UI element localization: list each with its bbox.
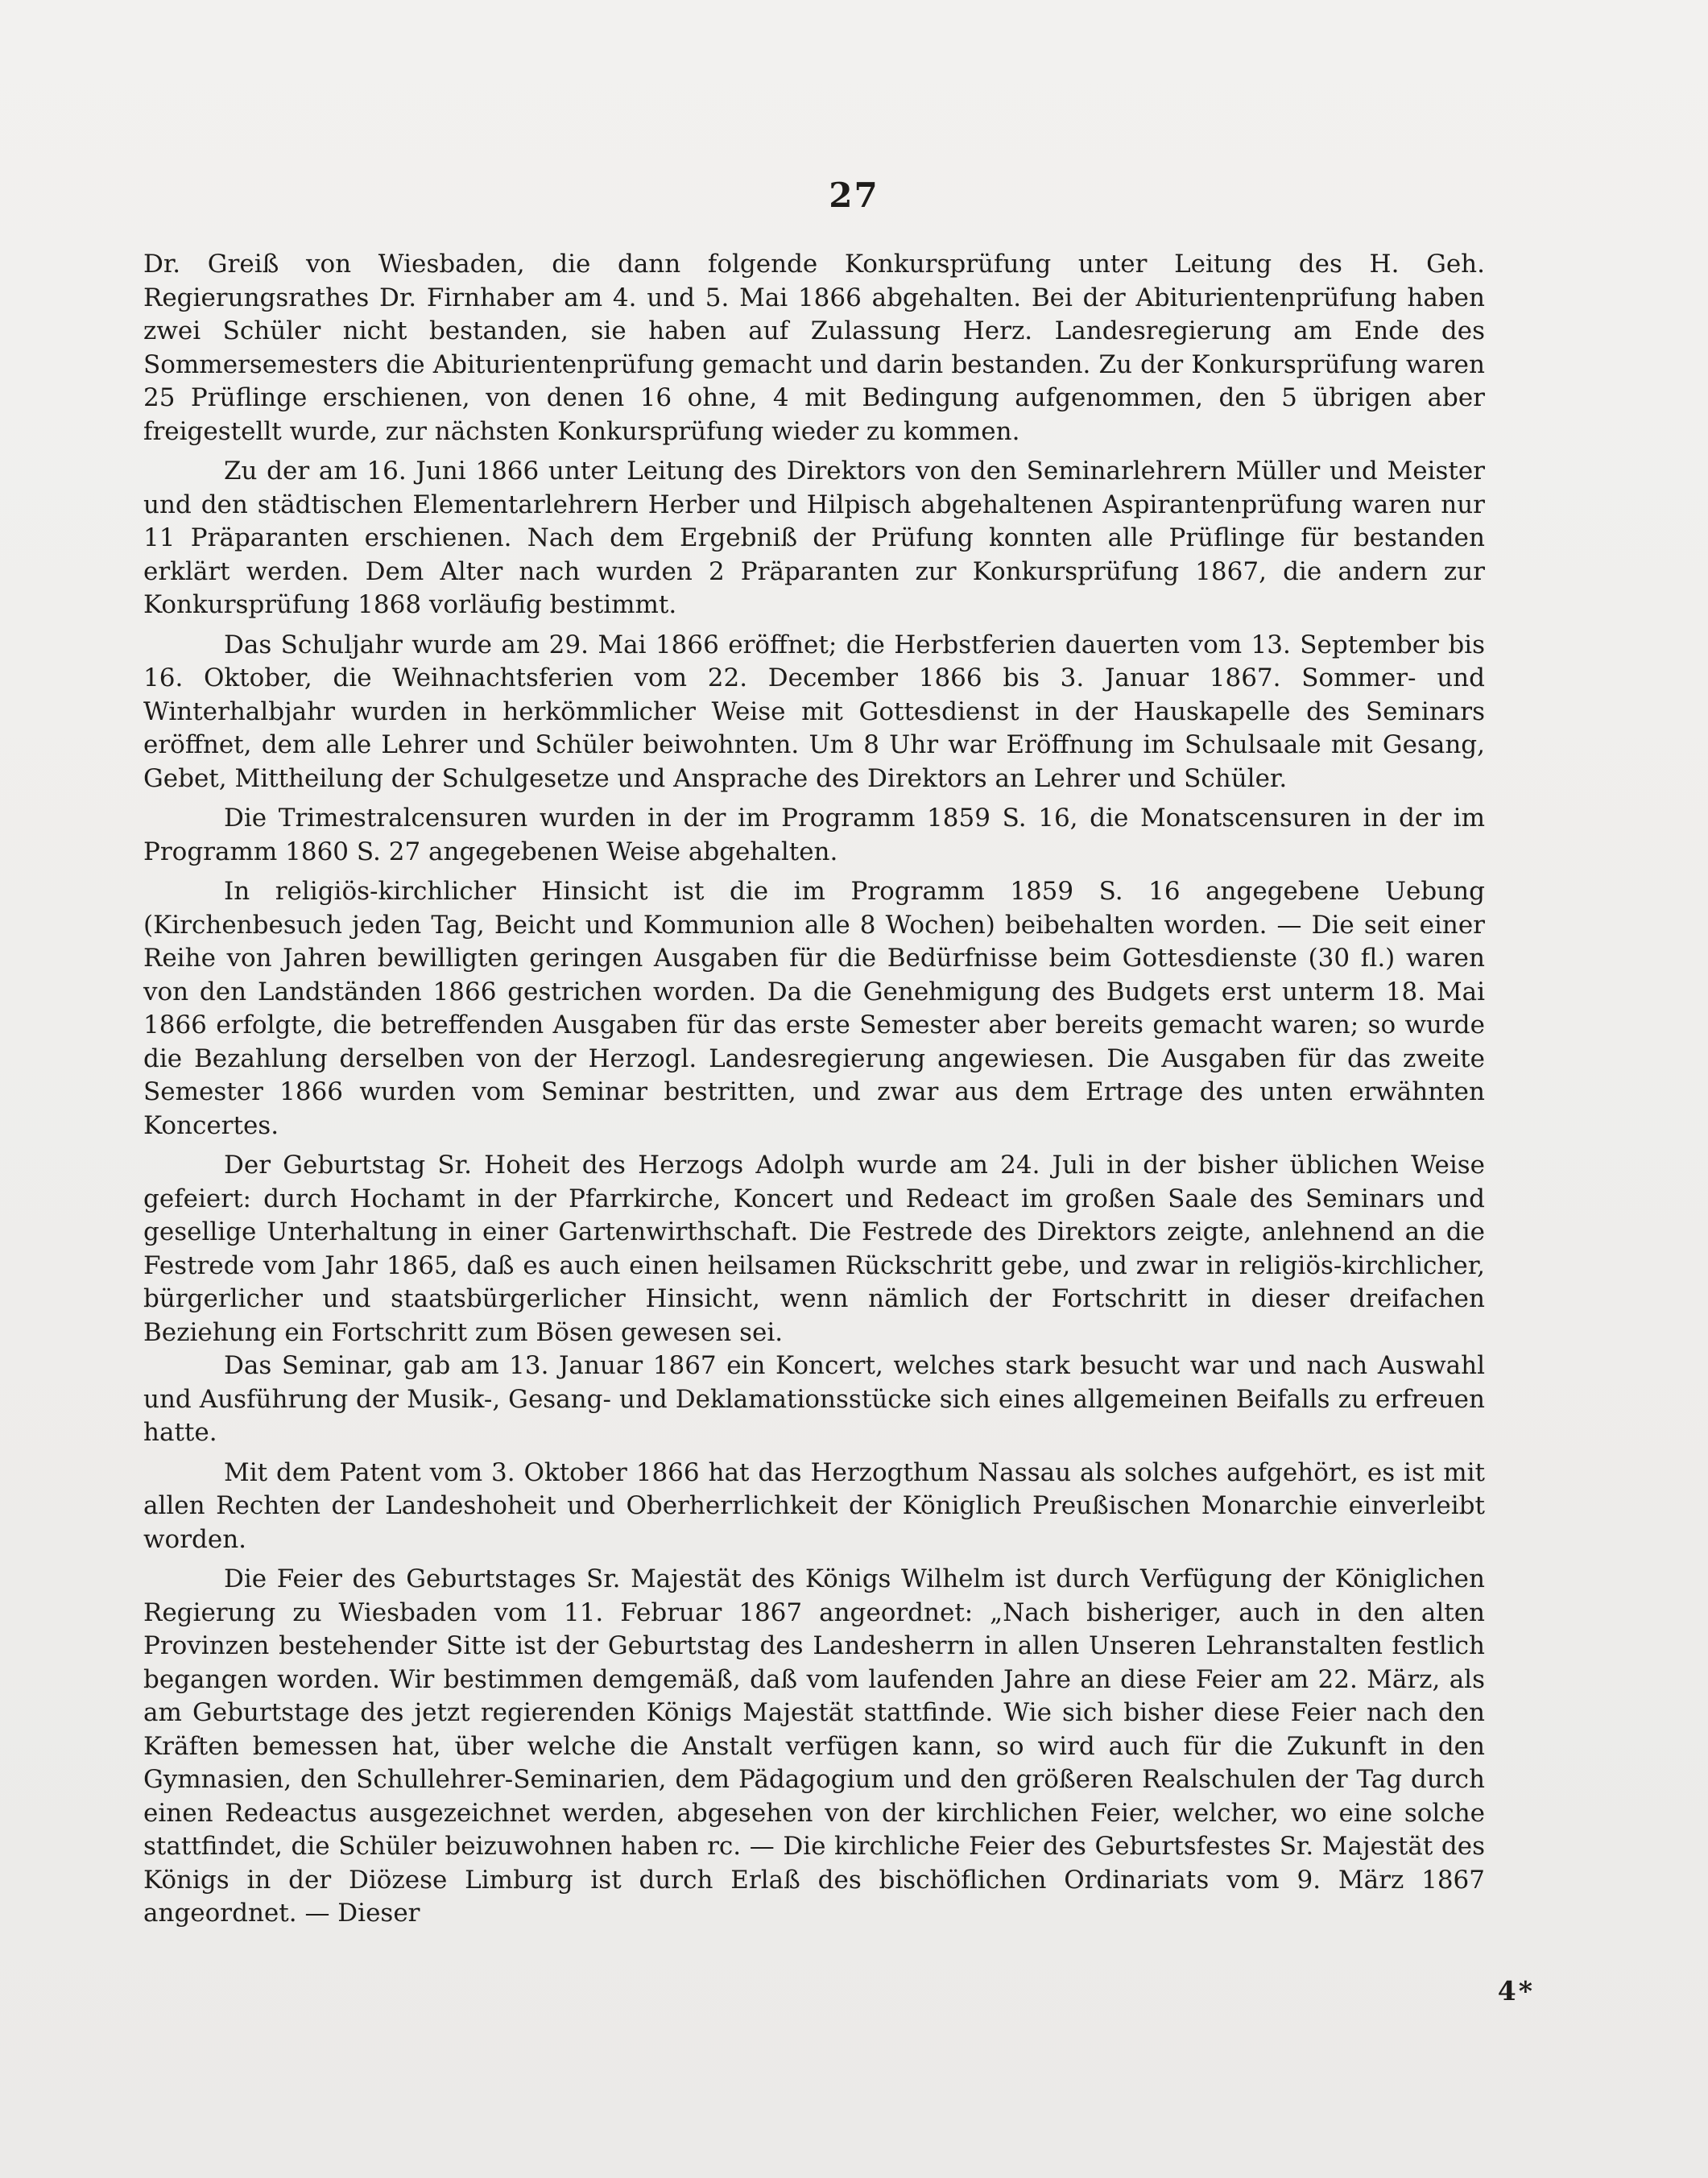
body-text <box>143 248 1485 1931</box>
page-number: 27 <box>829 176 879 215</box>
signature-mark: 4* <box>1497 1975 1535 2006</box>
paragraph-geburtstag-herzog: Der Geburtstag Sr. Hoheit des Herzogs Adolph wurde am 24. Juli in der bisher üblichen Weise gefeiert: durch Hochamt in der Pfarrkirche, Koncert und Redeact im großen Saale des Seminars und gesellige Unterhaltung in einer Gartenwirthschaft. Die Festrede des Direktors zeigte, anlehnend an die Festrede vom Jahr 1865, daß es auch einen heilsamen Rückschritt gebe, und zwar in religiös-kirchlicher, bürgerlicher und staatsbürgerlicher Hinsicht, wenn nämlich der Fortschritt in dieser dreifachen Beziehung ein Fortschritt zum Bösen gewesen sei. <box>143 1151 1485 1347</box>
paragraph-schuljahr: Das Schuljahr wurde am 29. Mai 1866 eröffnet; die Herbstferien dauerten vom 13. September bis 16. Oktober, die Weihnachtsferien vom 22. December 1866 bis 3. Januar 1867. Sommer- und Winterhalbjahr wurden in herkömmlicher Weise mit Gottesdienst in der Hauskapelle des Seminars eröffnet, dem alle Lehrer und Schüler beiwohnten. Um 8 Uhr war Eröffnung im Schulsaale mit Gesang, Gebet, Mittheilung der Schulgesetze und Ansprache des Direktors an Lehrer und Schüler. <box>143 630 1485 793</box>
paragraph-religioes-kirchlich: In religiös-kirchlicher Hinsicht ist die im Programm 1859 S. 16 angegebene Uebung (Kirchenbesuch jeden Tag, Beicht und Kommunion alle 8 Wochen) beibehalten worden. — Die seit einer Reihe von Jahren bewilligten geringen Ausgaben für die Bedürfnisse beim Gottesdienste (30 fl.) waren von den Landständen 1866 gestrichen worden. Da die Genehmigung des Budgets erst unterm 18. Mai 1866 erfolgte, die betreffenden Ausgaben für das erste Semester aber bereits gemacht waren; so wurde die Bezahlung derselben von der Herzogl. Landesregierung angewiesen. Die Ausgaben für das zweite Semester 1866 wurden vom Seminar bestritten, und zwar aus dem Ertrage des unten erwähnten Koncertes. <box>143 877 1485 1140</box>
paragraph-aspirantenpruefung: Zu der am 16. Juni 1866 unter Leitung des Direktors von den Seminarlehrern Müller und Meister und den städtischen Elementarlehrern Herber und Hilpisch abgehaltenen Aspirantenprüfung waren nur 11 Präparanten erschienen. Nach dem Ergebniß der Prüfung konnten alle Prüflinge für bestanden erklärt werden. Dem Alter nach wurden 2 Präparanten zur Konkursprüfung 1867, die andern zur Konkursprüfung 1868 vorläufig bestimmt. <box>143 457 1485 619</box>
paragraph-koenigs-geburtstag: Die Feier des Geburtstages Sr. Majestät des Königs Wilhelm ist durch Verfügung der Königlichen Regierung zu Wiesbaden vom 11. Februar 1867 angeordnet: „Nach bisheriger, auch in den alten Provinzen bestehender Sitte ist der Geburtstag des Landesherrn in allen Unseren Lehranstalten festlich begangen worden. Wir bestimmen demgemäß, daß vom laufenden Jahre an diese Feier am 22. März, als am Geburtstage des jetzt regierenden Königs Majestät stattfinde. Wie sich bisher diese Feier nach den Kräften bemessen hat, über welche die Anstalt verfügen kann, so wird auch für die Zukunft in den Gymnasien, den Schullehrer-Seminarien, dem Pädagogium und den größeren Realschulen der Tag durch einen Redeactus ausgezeichnet werden, abgesehen von der kirchlichen Feier, welcher, wo eine solche stattfindet, die Schüler beizuwohnen haben rc. — Die kirchliche Feier des Geburtsfestes Sr. Majestät des Königs in der Diözese Limburg ist durch Erlaß des bischöflichen Ordinariats vom 9. März 1867 angeordnet. — Dieser <box>143 1564 1485 1928</box>
paragraph-patent: Mit dem Patent vom 3. Oktober 1866 hat das Herzogthum Nassau als solches aufgehört, es ist mit allen Rechten der Landeshoheit und Oberherrlichkeit der Königlich Preußischen Monarchie einverleibt worden. <box>143 1457 1485 1554</box>
paragraph-konkurspruefung: Dr. Greiß von Wiesbaden, die dann folgende Konkursprüfung unter Leitung des H. Geh. Regierungsrathes Dr. Firnhaber am 4. und 5. Mai 1866 abgehalten. Bei der Abiturientenprüfung haben zwei Schüler nicht bestanden, sie haben auf Zulassung Herz. Landesregierung am Ende des Sommersemesters die Abiturientenprüfung gemacht und darin bestanden. Zu der Konkursprüfung waren 25 Prüflinge erschienen, von denen 16 ohne, 4 mit Bedingung aufgenommen, den 5 übrigen aber freigestellt wurde, zur nächsten Konkursprüfung wieder zu kommen. <box>143 250 1485 446</box>
paragraph-censuren: Die Trimestralcensuren wurden in der im Programm 1859 S. 16, die Monatscensuren in der im Programm 1860 S. 27 angegebenen Weise abgehalten. <box>143 804 1485 866</box>
paragraph-koncert: Das Seminar, gab am 13. Januar 1867 ein Koncert, welches stark besucht war und nach Auswahl und Ausführung der Musik-, Gesang- und Deklamationsstücke sich eines allgemeinen Beifalls zu erfreuen hatte. <box>143 1351 1485 1447</box>
